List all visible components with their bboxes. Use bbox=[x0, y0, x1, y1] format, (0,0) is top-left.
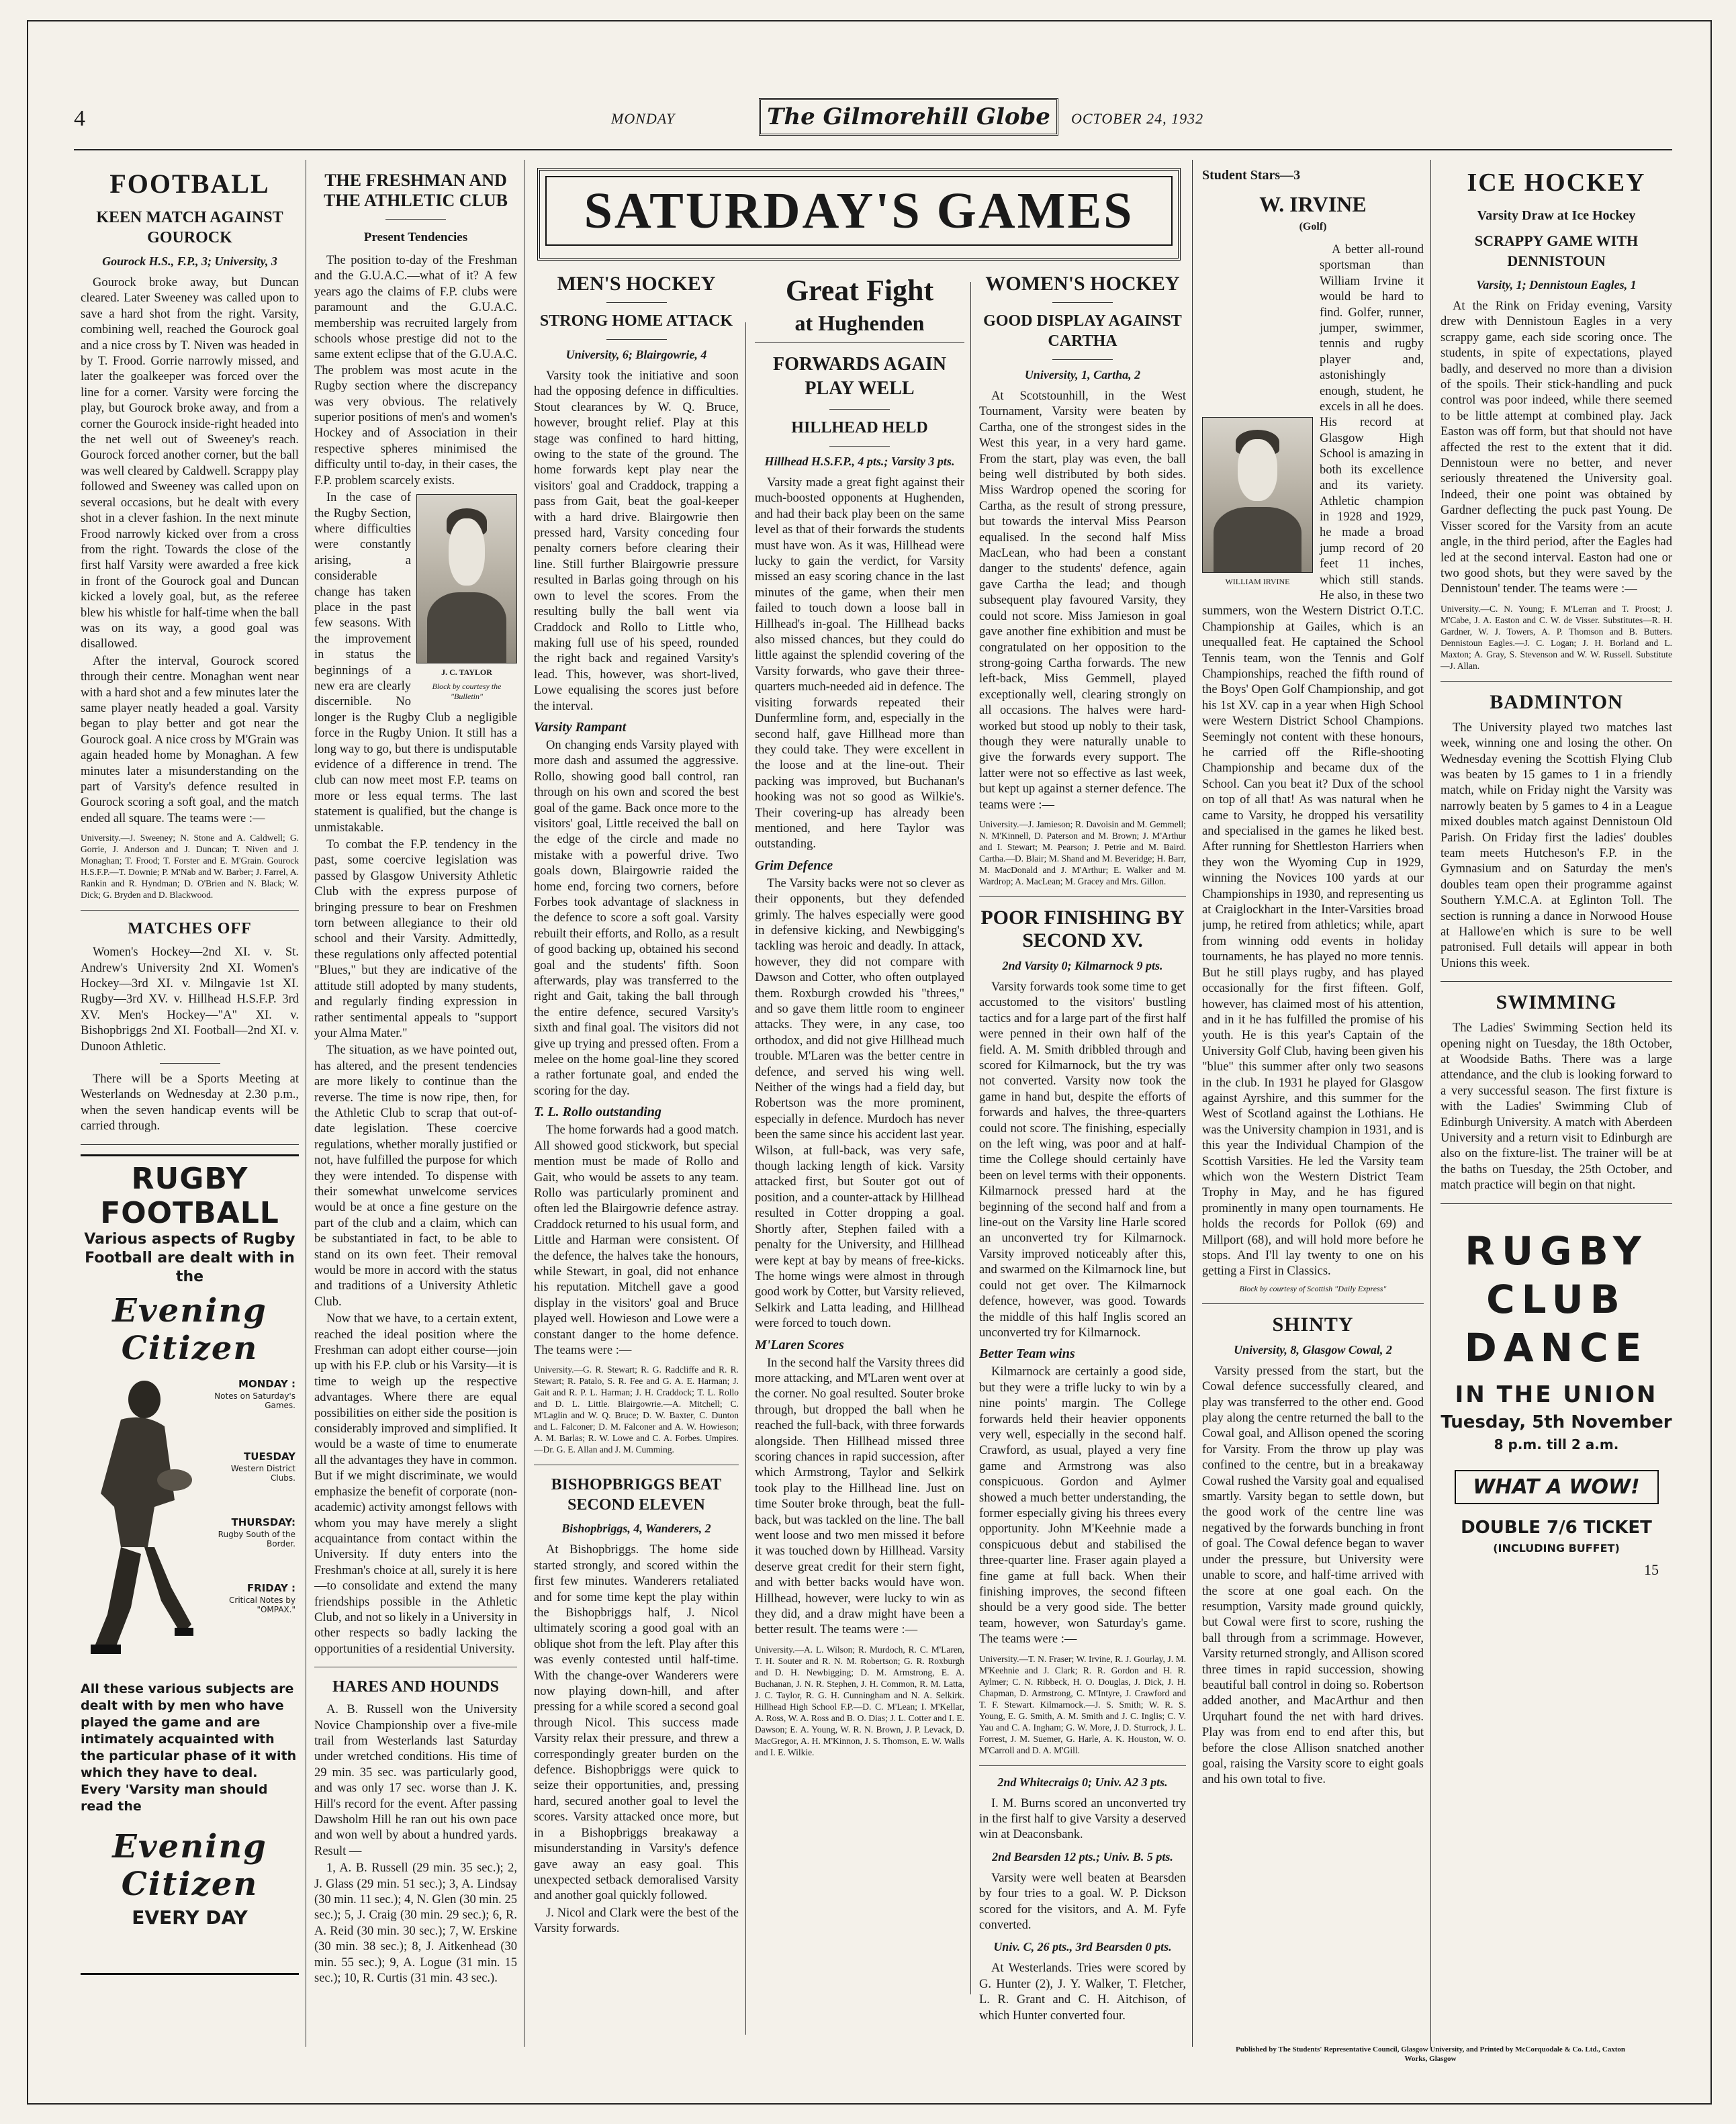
badminton-paragraph: The University played two matches last week, winning one and losing the other. On Wednesday evening the Scottish Flying Club was beaten by 15 games to 1 in a friendly match, while on Friday night the Varsity was narrowly beaten by 5 games to 4 in a League mixed doubles match against Dennistoun Old Parish. On Friday first the ladies' doubles team meets Hutcheson's F.P. in the Gymnasium and on Saturday the men's doubles team open their programme against Southern Y.M.C.A. at Eglinton Toll. The section is running a dance in Norwood House at Hallowe'en which is sure to be well patronised. Full details will appear in both Unions this week. bbox=[1441, 721, 1672, 970]
hares-heading: HARES AND HOUNDS bbox=[332, 1678, 500, 1696]
student-stars-subheading: (Golf) bbox=[1299, 221, 1327, 232]
photo-caption: WILLIAM IRVINE bbox=[1225, 577, 1290, 586]
football-paragraph: Gourock broke away, but Duncan cleared. Later Sweeney was called upon to save a hard shot from the right. Varsity, combining well, reached the Gourock goal and a nice cross by T. Niven was headed in by T. Frood. Gorrie narrowly missed, and later the goalkeeper was forced over the line for a corner. Varsity were forcing the play, but Gourock broke away, and from a corner the Gourock inside-right headed into the net well out of Sweeney's reach. Gourock forced another corner, but the ball was well cleared by Caldwell. Scrappy play followed and Sweeney was called upon on several occasions, but he dealt with every shot in a clever fashion. In the next minute Frood narrowly kicked over from a cross from the right. Towards the close of the first half Varsity were awarded a free kick in front of the Gourock goal and Duncan kicked a lovely goal, but, as the referee blew his whistle for half-time when the ball was on its way, a good goal was disallowed. bbox=[81, 276, 299, 651]
student-stars-heading: W. IRVINE bbox=[1259, 192, 1367, 216]
page-number: 4 bbox=[74, 106, 85, 131]
photo-credit: Block by courtesy of Scottish "Daily Express" bbox=[1239, 1283, 1387, 1293]
banner-title: SATURDAY'S GAMES bbox=[545, 176, 1173, 246]
dance-number: 15 bbox=[1644, 1561, 1659, 1578]
great-fight-score: Hillhead H.S.F.P., 4 pts.; Varsity 3 pts. bbox=[764, 455, 955, 468]
ice-hockey-score: Varsity, 1; Dennistoun Eagles, 1 bbox=[1476, 278, 1637, 291]
rugby-football-advert bbox=[81, 1154, 299, 1975]
advert-every-day: EVERY DAY bbox=[132, 1906, 248, 1929]
advert-body: All these various subjects are dealt with by men who have played the game and are intimately acquainted with the particular phase of it with which they have to deal. Every 'Varsity man should read the bbox=[81, 1681, 297, 1814]
divider bbox=[979, 896, 1186, 897]
dance-slogan: WHAT A WOW! bbox=[1455, 1470, 1659, 1504]
masthead-rule bbox=[74, 149, 1672, 150]
column-student-stars bbox=[1202, 161, 1424, 2041]
mens-hockey-crosshead: T. L. Rollo outstanding bbox=[534, 1105, 661, 1120]
advert-day: THURSDAY: bbox=[231, 1516, 295, 1528]
column-football bbox=[81, 161, 299, 2055]
masthead-title: The Gilmorehill Globe bbox=[759, 98, 1058, 136]
result-heading: Univ. C, 26 pts., 3rd Bearsden 0 pts. bbox=[993, 1940, 1172, 1954]
rugby-player-illustration bbox=[81, 1373, 195, 1661]
mens-hockey-score: University, 6; Blairgowrie, 4 bbox=[565, 348, 707, 361]
divider bbox=[979, 1765, 1186, 1766]
great-fight-paragraph: In the second half the Varsity threes did more attacking, and M'Laren went over at the corner. No goal resulted. Souter broke through, but dropped the ball when he reached the full-back, with three forwards alongside. Then Hillhead missed three scoring chances in rapid succession, after which Armstrong, Taylor and Selkirk took play to the Hillhead line. Just on time Souter broke through, beat the full-back, but was tackled on the line. The ball went loose and two men missed it before it was touched down by Hillhead. Varsity deserve great credit for their stern fight, and with better backs would have won. Hillhead, however, were lucky to win as they did, and a draw might have been a better result. The teams were :— bbox=[755, 1356, 964, 1637]
badminton-heading: BADMINTON bbox=[1490, 690, 1623, 713]
masthead bbox=[74, 94, 1672, 141]
mens-hockey-subheading: STRONG HOME ATTACK bbox=[539, 312, 733, 330]
football-teams: University.—J. Sweeney; N. Stone and A. Caldwell; G. Gorrie, J. Anderson and J. Duncan; T. Niven and J. Monaghan; T. Frood; T. Forster and E. M'Grain. Gourock H.S.F.P.—T. Downie; P. M'Nab and W. Barber; J. Farrel, A. Rankin and R. Hyndman; D. O'Brien and N. Black; W. Dick; G. Bryden and D. Blackwood. bbox=[81, 833, 299, 901]
dance-line: CLUB bbox=[1486, 1276, 1627, 1322]
result-paragraph: Varsity were well beaten at Bearsden by four tries to a goal. W. P. Dickson scored for the visitors, and A. M. Fyfe converted. bbox=[979, 1871, 1186, 1933]
divider bbox=[1441, 1203, 1672, 1204]
great-fight-subheading: FORWARDS AGAIN PLAY WELL bbox=[772, 354, 947, 399]
football-subheading: KEEN MATCH AGAINST GOUROCK bbox=[96, 209, 283, 246]
divider bbox=[81, 910, 299, 911]
mens-hockey-paragraph: Varsity took the initiative and soon had the opposing defence in difficulties. Stout clearances by W. Q. Bruce, however, brought relief. Play at this stage was confined to hard hitting, owing to the state of the ground. The home forwards kept play near the visitors' goal and Craddock, trapping a pass from Gait, beat the goal-keeper with a hard drive. Blairgowrie then pressed hard, Varsity conceding four penalty corners before clearing their line. Still further Blairgowrie pressure resulted in Barlas going through on his own to level the scores. From the resulting bully the ball went via Craddock and Rollo to Little who, making full use of his speed, rounded the right back and regained Varsity's lead. This, however, was short-lived, Lowe equalising the scores just before the interval. bbox=[534, 369, 739, 713]
imprint: Published by The Students' Representative Council, Glasgow University, and Printed by McCorquodale & Co. Ltd., Caxton Works, Glasgow bbox=[1235, 2045, 1625, 2063]
womens-hockey-score: University, 1, Cartha, 2 bbox=[1024, 368, 1141, 381]
poor-finishing-score: 2nd Varsity 0; Kilmarnock 9 pts. bbox=[1002, 958, 1163, 972]
divider bbox=[1441, 681, 1672, 682]
hares-result: 1, A. B. Russell (29 min. 35 sec.); 2, J. Glass (29 min. 51 sec.); 3, A. Lindsay (30 min. 11 sec.); 4, N. Glen (30 min. 25 sec.); 5, J. Craig (30 min. 29 sec.); 6, R. A. Reid (30 min. 30 sec.); 7, W. Erskine (30 min. 38 sec.); 8, J. Aitkenhead (30 min. 55 sec.); 9, A. Logue (31 min. 15 sec.); 10, R. Curtis (31 min. 43 sec.). bbox=[314, 1861, 517, 1986]
divider bbox=[385, 219, 446, 220]
womens-hockey-paragraph: At Scotstounhill, in the West Tournament, Varsity were beaten by Cartha, one of the strongest sides in the West this year, in a very hard game. From the start, play was even, the ball being well distributed by both sides. Miss Wardrop opened the scoring for Cartha, as the result of strong pressure, but towards the interval Miss Pearson equalised. In the second half Miss MacLean, who had been a constant danger to the students' defence, again gave Cartha the lead; and though subsequent play favoured Varsity, they could not score. Miss Jamieson in goal gave another fine exhibition and must be congratulated on her opposition to the strong-going Cartha forwards. The new left-back, Miss Gemmell, played exceptionally well, clearing strongly on all occasions. The halves were hard-worked but stood up nobly to their task, though they were naturally unable to give the forwards every support. The latter were not so effective as last week, but kept up against a sterner defence. The teams were :— bbox=[979, 389, 1186, 812]
mens-hockey-paragraph: On changing ends Varsity played with more dash and assumed the aggressive. Rollo, showing good ball control, ran through on his own and scored the best goal of the game. Back once more to the visitors' goal, Little received the ball on the edge of the circle and made no mistake with a powerful drive. Two goals down, Blairgowrie raided the home end, forcing two corners, before Forbes took advantage of slackness in the defence to score a soft goal. Varsity rebuilt their efforts, and Rollo, as a result of good backing up, obtained his second goal and the students' fifth. Soon afterwards, play was transferred to the right and Gait, taking the ball through the entire defence, secured Varsity's sixth and final goal. The visitors did not give up trying and pressed often. From a melee on the home goal-line they scored a rather fortunate goal, and ended the scoring for the day. bbox=[534, 738, 739, 1098]
advert-day: TUESDAY bbox=[244, 1450, 295, 1463]
advert-day: FRIDAY : bbox=[246, 1581, 295, 1594]
bishopbriggs-score: Bishopbriggs, 4, Wanderers, 2 bbox=[561, 1522, 711, 1536]
ice-hockey-teams: University.—C. N. Young; F. M'Lerran and T. Proost; J. M'Cabe, J. A. Easton and C. W. de Visser. Substitutes—R. H. Gardner, W. J. Towers, A. P. Thomson and B. Butters. Dennistoun Eagles.—J. C. Logan; J. H. Borland and L. Maxton; A. Gray, S. Stevenson and W. W. Russell. Substitute —J. Allan. bbox=[1441, 603, 1672, 671]
womens-hockey-subheading: GOOD DISPLAY AGAINST CARTHA bbox=[983, 312, 1182, 350]
shinty-heading: SHINTY bbox=[1272, 1313, 1354, 1336]
shinty-paragraph: Varsity pressed from the start, but the Cowal defence successfully cleared, and play was transferred to the other end. Good play along the centre returned the ball to the Cowal goal, and Allison opened the scoring for Varsity. From the throw up play was confined to the centre, but in a breakaway Cowal rushed the Varsity goal and equalised smartly. Varsity began to settle down, but the good work of the centre line was negatived by the forwards bunching in front of goal. The Cowal defence began to waver under the pressure, but University were unable to score, and half-time arrived with the score at one goal each. On the resumption, Varsity made ground quickly, but Cowal were first to score, rushing the ball through from a scrimmage. However, Varsity returned strongly, and Allison scored three times in rapid succession, showing beautiful ball control in doing so. Robertson added another, and MacArthur and then Urquhart found the net with hard drives. Play was from end to end after this, but before the close Allison snatched another goal, raising the Varsity score to eight goals and his own total to five. bbox=[1202, 1364, 1424, 1787]
result-paragraph: At Westerlands. Tries were scored by G. Hunter (2), J. Y. Walker, T. Fletcher, L. R. Grant and C. H. Aitchison, of which Hunter converted four. bbox=[979, 1961, 1186, 2023]
divider bbox=[1202, 1303, 1424, 1304]
swimming-heading: SWIMMING bbox=[1496, 991, 1617, 1014]
divider bbox=[1052, 302, 1113, 303]
matches-off-heading: MATCHES OFF bbox=[128, 920, 252, 938]
rugby-club-dance-advert bbox=[1441, 1213, 1672, 1579]
bishopbriggs-heading: BISHOPBRIGGS BEAT SECOND ELEVEN bbox=[551, 1476, 722, 1514]
column-great-fight bbox=[755, 269, 964, 2055]
ice-hockey-subheading: Varsity Draw at Ice Hockey bbox=[1477, 208, 1636, 223]
football-paragraph: After the interval, Gourock scored through their centre. Monaghan went near with a hard shot and a few minutes later the same player neatly headed a goal. Varsity began to play better and got near the Gourock goal. A nice cross by M'Grain was again headed home by Monaghan. A few minutes later a misunderstanding on the part of Varsity's defence resulted in Gourock scoring a soft goal, and the match ended all square. The teams were :— bbox=[81, 654, 299, 825]
column-rule bbox=[1430, 160, 1431, 2047]
taylor-photo bbox=[416, 494, 517, 663]
ice-hockey-paragraph: At the Rink on Friday evening, Varsity drew with Dennistoun Eagles in a very scrappy game, each side scoring once. The students, in spite of expectations, played badly, and deserved no more than a division of the spoils. Their stick-handling and puck control was poor indeed, while there seemed to be little attempt at combined play. Jack Easton was off form, but that should not have affected the rest to the extent that it did. Dennistoun were no better, and never seriously threatened the University goal. Indeed, their one point was obtained by Gardner deflecting the puck past Young. De Visser scored for the Varsity from an acute angle, in the third period, after the Eagles had led at the second interval. Easton had one or two good shots, but they were saved by the Dennistoun' tender. The teams were :— bbox=[1441, 299, 1672, 596]
mens-hockey-crosshead: Varsity Rampant bbox=[534, 719, 627, 735]
masthead-day: MONDAY bbox=[611, 110, 676, 127]
football-score: Gourock H.S., F.P., 3; University, 3 bbox=[102, 255, 277, 268]
photo-credit: Block by courtesy the "Bulletin" bbox=[432, 682, 502, 702]
result-paragraph: I. M. Burns scored an unconverted try in the first half to give Varsity a deserved win at Deaconsbank. bbox=[979, 1796, 1186, 1842]
dance-ticket: DOUBLE 7/6 TICKET bbox=[1461, 1517, 1652, 1538]
swimming-paragraph: The Ladies' Swimming Section held its opening night on Tuesday, the 18th October, at Woodside Baths. There was a large attendance, and the club is looking forward to a very successful season. The first fixture is with the Ladies' Swimming Club of Edinburgh University. A match with Aberdeen University and a return visit to Edinburgh are also on the fixture-list. The trainer will be at the baths on Tuesday, the 25th October, and match practice will begin on that night. bbox=[1441, 1021, 1672, 1193]
column-mens-hockey bbox=[534, 269, 739, 2055]
freshman-paragraph: The situation, as we have pointed out, has altered, and the present tendencies are more likely to continue than the reverse. The time is now ripe, then, for the Athletic Club to scrap that out-of-date legislation. These coercive regulations, whether morally justified or not, have fulfilled the purpose for which they were intended. To dispense with their somewhat unwelcome services would be at once a fine gesture on the part of the club and a claim, which can be substantiated in fact, to be able to stand on its own feet. Their removal would be more in accord with the status and traditions of a University Athletic Club. bbox=[314, 1044, 517, 1309]
divider bbox=[829, 446, 890, 447]
poor-finishing-heading: POOR FINISHING BY SECOND XV. bbox=[980, 906, 1185, 952]
divider bbox=[1052, 359, 1113, 360]
dance-time: 8 p.m. till 2 a.m. bbox=[1494, 1436, 1619, 1452]
divider bbox=[829, 409, 890, 410]
column-womens-hockey bbox=[979, 269, 1186, 2055]
masthead-date: OCTOBER 24, 1932 bbox=[1071, 110, 1204, 127]
result-heading: 2nd Bearsden 12 pts.; Univ. B. 5 pts. bbox=[992, 1849, 1173, 1863]
advert-line: Various aspects of Rugby bbox=[84, 1230, 295, 1248]
mens-hockey-teams: University.—G. R. Stewart; R. G. Radcliffe and R. R. Stewart; R. Patalo, S. R. Fee and G. A. E. Harman; J. Gait and R. P. L. Harman; J. H. Craddock; T. L. Rollo and D. L. Little. Blairgowrie.—A. Mitchell; C. M'Laglin and W. Q. Bruce; D. W. Baxter, C. Dunton and L. Falconer; D. M. Falconer and A. W. Howieson; A. M. Barlas; R. W. Lowe and C. A. Forbes. Umpires.—Dr. G. E. Allan and J. M. Cumming. bbox=[534, 1365, 739, 1455]
evening-citizen-logo: Evening Citizen bbox=[112, 1827, 267, 1903]
great-fight-heading-2: at Hughenden bbox=[794, 311, 925, 335]
great-fight-heading: Great Fight bbox=[785, 274, 934, 307]
advert-day: MONDAY : bbox=[238, 1377, 295, 1390]
hares-paragraph: A. B. Russell won the University Novice Championship over a five-mile trail from Westerlands last Saturday under wretched conditions. His time of 29 min. 35 sec. was particularly good, and was only 17 sec. worse than J. K. Hill's record for the event. After passing Dawsholm Hill he ran out his own pace and won well by about a hundred yards. Result — bbox=[314, 1703, 517, 1858]
football-heading: FOOTBALL bbox=[109, 169, 270, 199]
dance-venue: IN THE UNION bbox=[1455, 1381, 1658, 1408]
freshman-subheading: Present Tendencies bbox=[363, 230, 468, 244]
great-fight-paragraph: The Varsity backs were not so clever as their opponents, but they defended grimly. The halves especially were good in defensive kicking, and Newbigging's tackling was heroic and deadly. In attack, however, they did not compare with Dawson and Cotter, who often outplayed them. Roxburgh crowded his "threes," and so gave them little room to engineer attacks. They were, in any case, too orthodox, and did not give Hillhead much trouble. M'Laren was the better centre in defence, and served his wing well. Neither of the wings had a field day, but Robertson was the more prominent, especially in defence. Murdoch has never been the same since his accident last year. Wilson, at full-back, was very safe, though lacking length of kick. Varsity attacked first, but Souter got out of position, and a counter-attack by Hillhead resulted in Cotter dropping a goal. Shortly after, Stephen failed with a penalty for the University, and Hillhead were kept at bay by means of free-kicks. The home wings were almost in through good work by Cotter, but Varsity relieved, Selkirk and Latta leading, and Hillhead were forced to touch down. bbox=[755, 876, 964, 1331]
divider bbox=[606, 302, 667, 303]
womens-hockey-teams: University.—J. Jamieson; R. Davoisin and M. Gemmell; N. M'Kinnell, D. Paterson and M. Brown; J. M'Arthur and I. Stewart; M. Pearson; J. Petrie and M. Baird. Cartha.—D. Blair; M. Shand and M. Beveridge; H. Barr, M. MacDonald and J. M'Arthur; E. Walker and M. Wardrop; A. MacLean; M. Gracey and Mrs. Gillon. bbox=[979, 819, 1186, 886]
divider bbox=[755, 342, 964, 343]
shinty-score: University, 8, Glasgow Cowal, 2 bbox=[1234, 1342, 1392, 1356]
irvine-photo-block bbox=[1202, 417, 1313, 591]
divider bbox=[606, 339, 667, 340]
student-stars-label: Student Stars—3 bbox=[1202, 168, 1301, 183]
advert-day-desc: Rugby South of the Border. bbox=[218, 1529, 295, 1549]
freshman-heading: THE FRESHMAN AND THE ATHLETIC CLUB bbox=[323, 171, 508, 210]
freshman-paragraph: The position to-day of the Freshman and the G.U.A.C.—what of it? A few years ago the claims of F.P. clubs were paramount and the G.U.A.C. membership was recruited largely from schools whose prestige did not to the same extent eclipse that of the G.U.A.C. The problem was most acute in the Rugby section where the discrepancy was very obvious. The relatively superior positions of men's and women's Hockey and of Association in their respective spheres minimised the difficulty until to-day, in their cases, the F.P. problem scarcely exists. bbox=[314, 254, 517, 488]
column-freshman bbox=[314, 161, 517, 2055]
divider bbox=[160, 1063, 220, 1064]
advert-day-desc: Critical Notes by "OMPAX." bbox=[229, 1595, 295, 1614]
ice-hockey-subheading-2: SCRAPPY GAME WITH DENNISTOUN bbox=[1474, 232, 1639, 269]
dance-line: RUGBY bbox=[1465, 1228, 1648, 1274]
great-fight-crosshead: M'Laren Scores bbox=[755, 1337, 844, 1352]
advert-line: Football are dealt with in the bbox=[85, 1249, 295, 1285]
poor-finishing-teams: University.—T. N. Fraser; W. Irvine, R. J. Gourlay, J. M. M'Keehnie and J. Clark; R. R. Gordon and H. R. Aylmer; C. N. Ribbeck, H. O. Douglas, J. Dick, J. H. Chapman, D. Armstrong, C. M'Intyre, J. Crawford and T. F. Stewart. Kilmarnock.—J. S. Smith; W. R. S. Young, E. G. Smith, A. M. Smith and J. C. Inglis; C. V. Yau and C. A. Ingham; G. W. More, J. D. Sturrock, J. L. Forrest, J. M. Suemer, G. Harle, A. K. Houston, W. O. M'Carroll and D. A. M'Gill. bbox=[979, 1653, 1186, 1755]
student-stars-paragraph: A better all-round sportsman than William Irvine it would be hard to find. Golfer, runner, jumper, swimmer, tennis and rugby player and, astonishingly enough, student, he excels in all he does. His record at Glasgow High School is amazing in both its excellence and its variety. Athletic champion in 1928 and 1929, he made a broad jump record of 20 feet 11 inches, which still stands. He also, in these two summers, won the Western District O.T.C. Championship at Gailes, which is an unequalled feat. He captained the School Tennis team, won the Tennis and Golf Championships, reached the fifth round of the Boys' Open Golf Championship, and got his 1st XV. cap in a year when High School were Western District School Champions. Seemingly not content with these honours, he carried off the Rifle-shooting Championship and became dux of the School. Can you beat it? Dux of the school on top of all that! As was natural when he came to Varsity, he dropped his versatility and specialised in the games he liked best. After running for Shettleston Harriers when they won the Wyoming Cup in 1929, winning the Novices 100 yards at our Championships in 1930, and representing us at Craiglockhart in the Inter-Varsities broad jump, he retired from athletics; while, apart from winning odd events in holiday tournaments, he has played no more tennis. But he still plays rugby, and has played occasionally for the first fifteen. Golf, however, has claimed most of his attention, and in it he has fulfilled the promise of his youth. He is this year's Captain of the University Golf Club, having been given his "blue" this summer after only two seasons in the club. In 1931 he played for Glasgow against Ayrshire, and this summer for the West of Scotland against the Lothians. He was the University champion in 1931, and is this year the Individual Champion of the Scottish Varsities. He led the Varsity team which won the Western District Team Trophy in May, and he has figured prominently in many open tournaments. He holds the records for Pollok (69) and Millport (68), and will hold more before he stops. And I'll lay twenty to one on his getting a First in Classics. bbox=[1202, 243, 1424, 1279]
great-fight-paragraph: Varsity made a great fight against their much-boosted opponents at Hughenden, and had their back play been on the same level as that of their forwards the students must have won. As it was, Hillhead were lucky to gain the verdict, for Varsity missed an easy scoring chance in the last minutes of the game, when their men failed to touch down a loose ball in Hillhead's in-goal. The Hillhead backs also missed chances, but they could do little against the splendid covering of the Varsity forwards, who gave their three-quarters much-needed aid in defence. The visiting forwards repeated their Dunfermline form, and, especially in the second half, gave Hillhead more than they could take. They were excellent in the loose and at the line-out. Their packing was improved, but Buchanan's hooking was not so good as Wilkie's. Their covering-up has already been mentioned, and here Taylor was outstanding. bbox=[755, 476, 964, 851]
divider bbox=[1441, 981, 1672, 982]
matches-off-list: Women's Hockey—2nd XI. v. St. Andrew's University 2nd XI. Women's Hockey—3rd XI. v. Milngavie 1st XI. Rugby—3rd XV. v. Hillhead H.S.F.P. 3rd XV. Men's Hockey—"A" XI. v. Bishopbriggs 2nd XI. Football—2nd XI. v. Dunoon Athletic. bbox=[81, 945, 299, 1054]
irvine-photo bbox=[1202, 417, 1313, 573]
column-ice-hockey bbox=[1441, 161, 1672, 2062]
freshman-paragraph: Now that we have, to a certain extent, reached the ideal position where the Freshman can adopt either course—join up with his F.P. club or his Varsity—it is time to weigh up the respective advantages. Where there are equal possibilities on either side the position is considerably improved and simplified. It would be a waste of time to enumerate all the advantages they have in common. But if we might discriminate, we would emphasize the benefit of corporate (non-academic) activity amongst fellows with whom you may have merely a slight acquaintance from contact within the University. If duty enters into the Freshman's choice at all, surely it is here—to consolidate and extend the many friendships possible in the Athletic Club, and not so likely in a University in other respects so badly lacking the opportunities of a residential University. bbox=[314, 1312, 517, 1656]
column-rule bbox=[970, 282, 971, 1994]
sports-meeting-note: There will be a Sports Meeting at Westerlands on Wednesday at 2.30 p.m., when the seven handicap events will be carried through. bbox=[81, 1072, 299, 1134]
womens-hockey-heading: WOMEN'S HOCKEY bbox=[985, 273, 1180, 295]
photo-caption: J. C. TAYLOR bbox=[441, 667, 492, 678]
advert-title: RUGBY FOOTBALL bbox=[100, 1161, 279, 1230]
bishopbriggs-paragraph: J. Nicol and Clark were the best of the Varsity forwards. bbox=[534, 1906, 739, 1936]
saturdays-games-banner bbox=[537, 168, 1181, 261]
ice-hockey-heading: ICE HOCKEY bbox=[1467, 169, 1646, 197]
column-rule bbox=[745, 322, 746, 2035]
poor-finishing-paragraph: Varsity forwards took some time to get accustomed to the visitors' bustling tactics and for a large part of the first half were penned in their own half of the field. A. M. Smith dribbled through and scored for Kilmarnock, but the try was not converted. Varsity now took the game in hand but, despite the efforts of forwards and halves, the three-quarters could not score. The finishing, especially on the left wing, was poor and at half-time the College should certainly have been on level terms with their opponents. Kilmarnock pressed hard at the beginning of the second half and from a line-out on the Varsity line Harle scored an unconverted try for Kilmarnock. Varsity improved noticeably after this, and swarmed on the Kilmarnock line, but could not get over. The Kilmarnock defence, however, was good. Towards the middle of this half Inglis scored an unconverted try for Kilmarnock. bbox=[979, 980, 1186, 1340]
great-fight-teams: University.—A. L. Wilson; R. Murdoch, R. C. M'Laren, T. H. Souter and R. N. M. Robertson; G. R. Roxburgh and D. H. Newbigging; D. M. Armstrong, E. A. Buchanan, J. N. R. Stephen, J. H. Common, R. M. Latta, J. C. Taylor, R. G. H. Cunningham and N. A. Selkirk. Hillhead High School F.P.—D. C. M'Lean; I. M'Kellar, A. Ross, W. A. Ross and B. O. Dias; J. L. Cotter and I. E. Dawson; E. A. Young, W. R. N. Brown, J. P. Levack, D. MacGregor, A. H. M'Kinnon, J. S. Thomson, E. W. Walls and I. E. Wilkie. bbox=[755, 1644, 964, 1757]
freshman-paragraph: In the case of the Rugby Section, where difficulties were constantly arising, a considerable change has taken place in the past few seasons. With the improvement in status the beginnings of a new era are clearly discernible. No longer is the Rugby Club a negligible force in the Rugby Union. It still has a long way to go, but there is undisputable evidence of a difference in trend. The club can now meet most F.P. teams on more or less equal terms. The last statement is qualified, but the change is unmistakable. bbox=[314, 491, 517, 835]
column-rule bbox=[1192, 160, 1193, 2047]
poor-finishing-paragraph: Kilmarnock are certainly a good side, but they were a trifle lucky to win by a nine points' margin. The College forwards held their heavier opponents very well, especially in the second half. Crawford, as usual, played a very fine game and Armstrong was also conspicuous. Gordon and Aylmer showed a much better understanding, the former especially giving his threes every opportunity. John M'Keehnie made a conspicuous debut and stabilised the three-quarter line. Fraser again played a fine game at full back. When their finishing improves, the second fifteen should be a very good side. The better team, however, won Saturday's game. The teams were :— bbox=[979, 1365, 1186, 1647]
freshman-paragraph: To combat the F.P. tendency in the past, some coercive legislation was passed by Glasgow University Athletic Club with the express purpose of bringing pressure to bear on Freshmen torn between allegiance to their old school and their Varsity. Admittedly, these regulations only affected potential "Blues," but they are indicative of the attitude still adopted by many students, and regularly finding expression in rather sentimental appeals to "support your Alma Mater." bbox=[314, 838, 517, 1040]
advert-day-desc: Notes on Saturday's Games. bbox=[214, 1391, 295, 1410]
result-heading: 2nd Whitecraigs 0; Univ. A2 3 pts. bbox=[997, 1775, 1168, 1789]
great-fight-subheading-2: HILLHEAD HELD bbox=[791, 419, 928, 436]
great-fight-crosshead: Grim Defence bbox=[755, 858, 833, 873]
advert-day-desc: Western District Clubs. bbox=[230, 1463, 295, 1483]
dance-buffet: (INCLUDING BUFFET) bbox=[1493, 1541, 1620, 1555]
taylor-photo-block bbox=[416, 494, 517, 706]
divider bbox=[81, 1144, 299, 1145]
evening-citizen-logo: Evening Citizen bbox=[112, 1291, 267, 1367]
poor-finishing-crosshead: Better Team wins bbox=[979, 1346, 1075, 1362]
dance-date: Tuesday, 5th November bbox=[1441, 1412, 1672, 1432]
bishopbriggs-paragraph: At Bishopbriggs. The home side started strongly, and scored within the first few minutes. Wanderers retaliated and for some time kept the play within the Bishopbriggs half, J. Nicol ultimately scoring a good goal with an oblique shot from the left. Play after this was evenly contested until half-time. With the change-over Wanderers were now playing down-hill, and after pressing for a while scored a second goal through Nicol. This success made Varsity relax their pressure, and threw a correspondingly greater burden on the defence. Bishopbriggs were quick to seize their opportunities, and, pressing hard, secured another goal to level the scores. Varsity attacked once more, but in a Bishopbriggs breakaway a misunderstanding in Varsity's defence gave away an easy goal. This unexpected setback demoralised Varsity and another goal quickly followed. bbox=[534, 1543, 739, 1903]
mens-hockey-heading: MEN'S HOCKEY bbox=[557, 273, 716, 295]
dance-line: DANCE bbox=[1464, 1324, 1649, 1371]
mens-hockey-paragraph: The home forwards had a good match. All showed good stickwork, but special mention must be made of Rollo and Gait, who would be assets to any team. Rollo was particularly prominent and often led the Blairgowrie defence astray. Craddock returned to his usual form, and Little and Harman were consistent. Of the defence, the halves take the honours, while Stewart, in goal, did not enhance his reputation. Mitchell gave a good display in the visitors' goal and Bruce played well. Howieson and Lowe were a constant danger to the home defence. The teams were :— bbox=[534, 1123, 739, 1357]
